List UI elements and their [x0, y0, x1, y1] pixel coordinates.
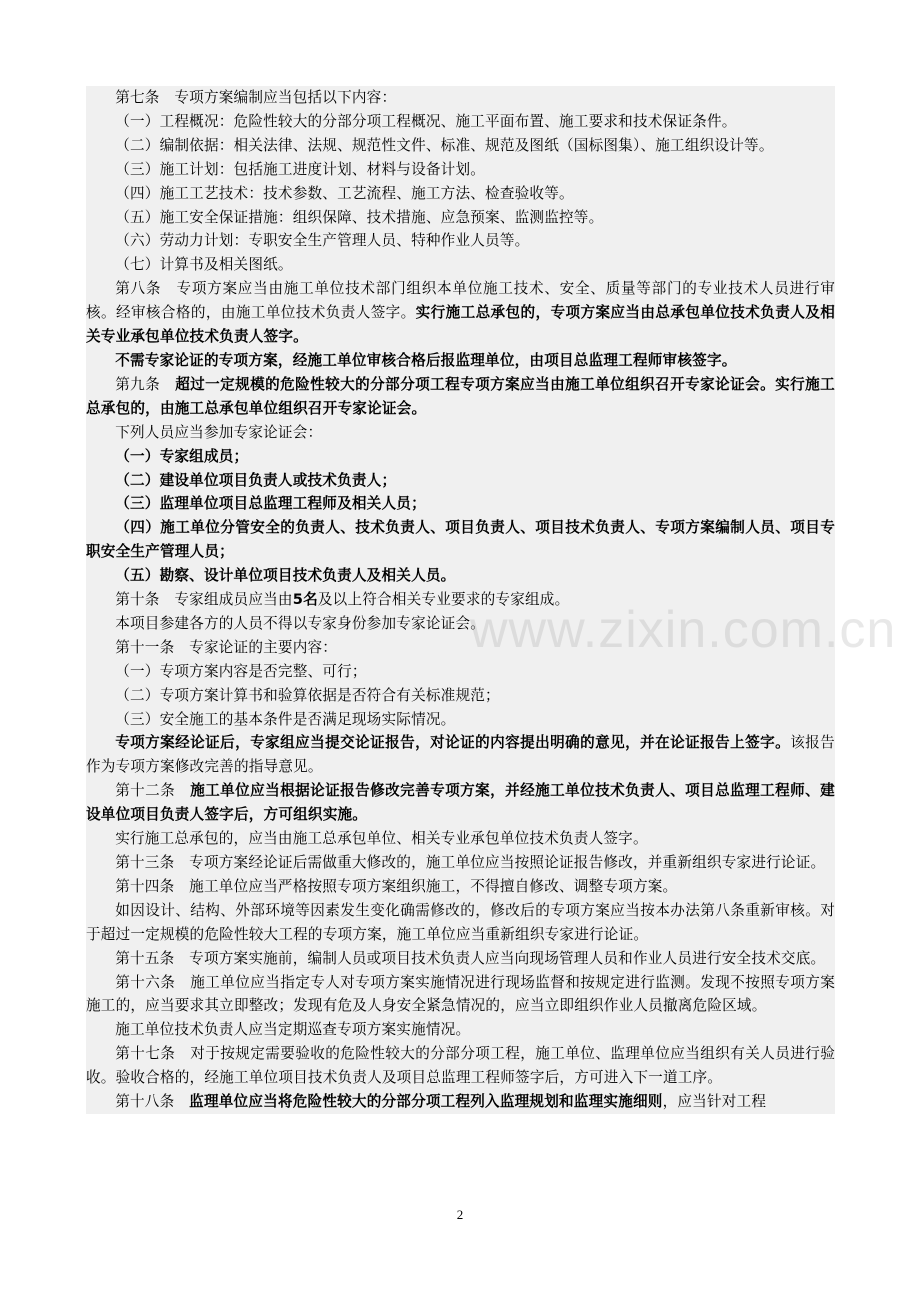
paragraph	[86, 229, 835, 253]
paragraph	[86, 158, 835, 182]
paragraph	[86, 851, 835, 875]
text-run: （五）施工安全保证措施：组织保障、技术措施、应急预案、监测监控等。	[115, 208, 604, 226]
text-run: 第七条 专项方案编制应当包括以下内容：	[115, 89, 397, 106]
text-run: 本项目参建各方的人员不得以专家身份参加专家论证会。	[115, 614, 486, 632]
text-run: 如因设计、结构、外部环境等因素发生变化确需修改的，修改后的专项方案应当按本办法第八条重新审核。对于超过一定规模的危险性较大工程的专项方案，施工单位应当重新组织专家进行论证。	[86, 901, 835, 943]
bold-text: （四）施工单位分管安全的负责人、技术负责人、项目负责人、项目技术负责人、专项方案编制人员、项目专职安全生产管理人员；	[86, 519, 835, 561]
bold-text: （一）专家组成员；	[115, 447, 249, 465]
paragraph	[86, 492, 835, 516]
paragraph	[86, 1018, 835, 1042]
bold-text: （三）监理单位项目总监理工程师及相关人员；	[115, 495, 426, 513]
text-run: （四）施工工艺技术：技术参数、工艺流程、施工方法、检查验收等。	[115, 184, 574, 202]
text-run: 第十二条	[115, 782, 191, 800]
text-run: （七）计算书及相关图纸。	[115, 256, 293, 274]
paragraph	[86, 731, 835, 779]
paragraph	[86, 445, 835, 469]
paragraph	[86, 947, 835, 971]
text-run: （二）专项方案计算书和验算依据是否符合有关标准规范；	[115, 686, 500, 704]
paragraph	[86, 684, 835, 708]
text-run: （一）工程概况：危险性较大的分部分项工程概况、施工平面布置、施工要求和技术保证条件。	[115, 112, 737, 130]
paragraph	[86, 469, 835, 493]
paragraph	[86, 349, 835, 373]
paragraph	[86, 875, 835, 899]
text-run: （一）专项方案内容是否完整、可行；	[115, 662, 367, 680]
paragraph	[86, 971, 835, 1019]
bold-text: （二）建设单位项目负责人或技术负责人；	[115, 471, 397, 489]
text-run: 第十三条 专项方案经论证后需做重大修改的，施工单位应当按照论证报告修改，并重新组织专家进行论证。	[115, 854, 826, 871]
bold-text: 超过一定规模的危险性较大的分部分项工程专项方案应当由施工单位组织召开专家论证会。实行施工总承包的，由施工总承包单位组织召开专家论证会。	[86, 375, 835, 417]
paragraph	[86, 373, 835, 421]
paragraph	[86, 206, 835, 230]
bold-text: （五）勘察、设计单位项目技术负责人及相关人员。	[115, 567, 456, 585]
text-run: 第十七条 对于按规定需要验收的危险性较大的分部分项工程，施工单位、监理单位应当组织有关人员进行验收。验收合格的，经施工单位项目技术负责人及项目总监理工程师签字后，方可进入下一道工序。	[86, 1045, 835, 1087]
bold-text: 监理单位应当将危险性较大的分部分项工程列入监理规划和监理实施细则	[189, 1093, 663, 1111]
text-run: ，应当针对工程	[662, 1093, 767, 1111]
bold-text: 不需专家论证的专项方案，经施工单位审核合格后报监理单位，由项目总监理工程师审核签字。	[115, 351, 737, 369]
paragraph	[86, 660, 835, 684]
paragraph	[86, 1090, 835, 1114]
paragraph	[86, 253, 835, 277]
text-run: 第八条 专项方案应当由施工单位技术部门组织本单位施工技术、安全、质量等部门的专业技术人员进行审核。经审核合格的，由施工单位技术负责人签字。	[86, 280, 835, 322]
text-run: 及以上符合相关专业要求的专家组成。	[317, 591, 570, 609]
text-run: （三）安全施工的基本条件是否满足现场实际情况。	[115, 710, 456, 728]
paragraph	[86, 182, 835, 206]
text-run: 下列人员应当参加专家论证会：	[115, 423, 323, 441]
text-run: 第十八条	[115, 1093, 190, 1111]
paragraph	[86, 277, 835, 349]
bold-text: 实行施工总承包的，专项方案应当由总承包单位技术负责人及相关专业承包单位技术负责人签字。	[86, 304, 835, 346]
paragraph	[86, 516, 835, 564]
watermark: www.zixin.com.cn	[470, 601, 897, 659]
text-run: 第九条	[115, 375, 176, 393]
page-number: 2	[456, 1207, 464, 1222]
paragraph	[86, 1042, 835, 1090]
text-run: 第十条 专家组成员应当由	[115, 591, 293, 609]
paragraph	[86, 421, 835, 445]
text-run: 第十五条 专项方案实施前，编制人员或项目技术负责人应当向现场管理人员和作业人员进行安全技术交底。	[115, 949, 826, 967]
text-run: （六）劳动力计划：专职安全生产管理人员、特种作业人员等。	[115, 232, 530, 250]
text-run: 第十六条 施工单位应当指定专人对专项方案实施情况进行现场监督和按规定进行监测。发现不按照专项方案施工的，应当要求其立即整改；发现有危及人身安全紧急情况的，应当立即组织作业人员撤离危险区域。	[86, 973, 835, 1015]
paragraph	[86, 110, 835, 134]
paragraph	[86, 86, 835, 110]
paragraph	[86, 708, 835, 732]
text-run: 第十一条 专家论证的主要内容：	[115, 638, 338, 656]
text-run: 施工单位技术负责人应当定期巡查专项方案实施情况。	[115, 1021, 471, 1039]
text-run: （三）施工计划：包括施工进度计划、材料与设备计划。	[115, 160, 486, 178]
bold-text: 5名	[292, 591, 318, 609]
text-run: 第十四条 施工单位应当严格按照专项方案组织施工，不得擅自修改、调整专项方案。	[115, 877, 678, 895]
paragraph	[86, 827, 835, 851]
paragraph	[86, 779, 835, 827]
text-run: 实行施工总承包的，应当由施工总承包单位、相关专业承包单位技术负责人签字。	[115, 830, 648, 848]
text-run: （二）编制依据：相关法律、法规、规范性文件、标准、规范及图纸（国标图集）、施工组织设计等。	[115, 136, 774, 154]
bold-text: 专项方案经论证后，专家组应当提交论证报告，对论证的内容提出明确的意见，并在论证报告上签字。	[115, 734, 791, 752]
text-run: 该报告作为专项方案修改完善的指导意见。	[86, 734, 835, 776]
paragraph	[86, 564, 835, 588]
bold-text: 施工单位应当根据论证报告修改完善专项方案，并经施工单位技术负责人、项目总监理工程师、建设单位项目负责人签字后，方可组织实施。	[86, 782, 835, 824]
paragraph	[86, 134, 835, 158]
paragraph	[86, 899, 835, 947]
